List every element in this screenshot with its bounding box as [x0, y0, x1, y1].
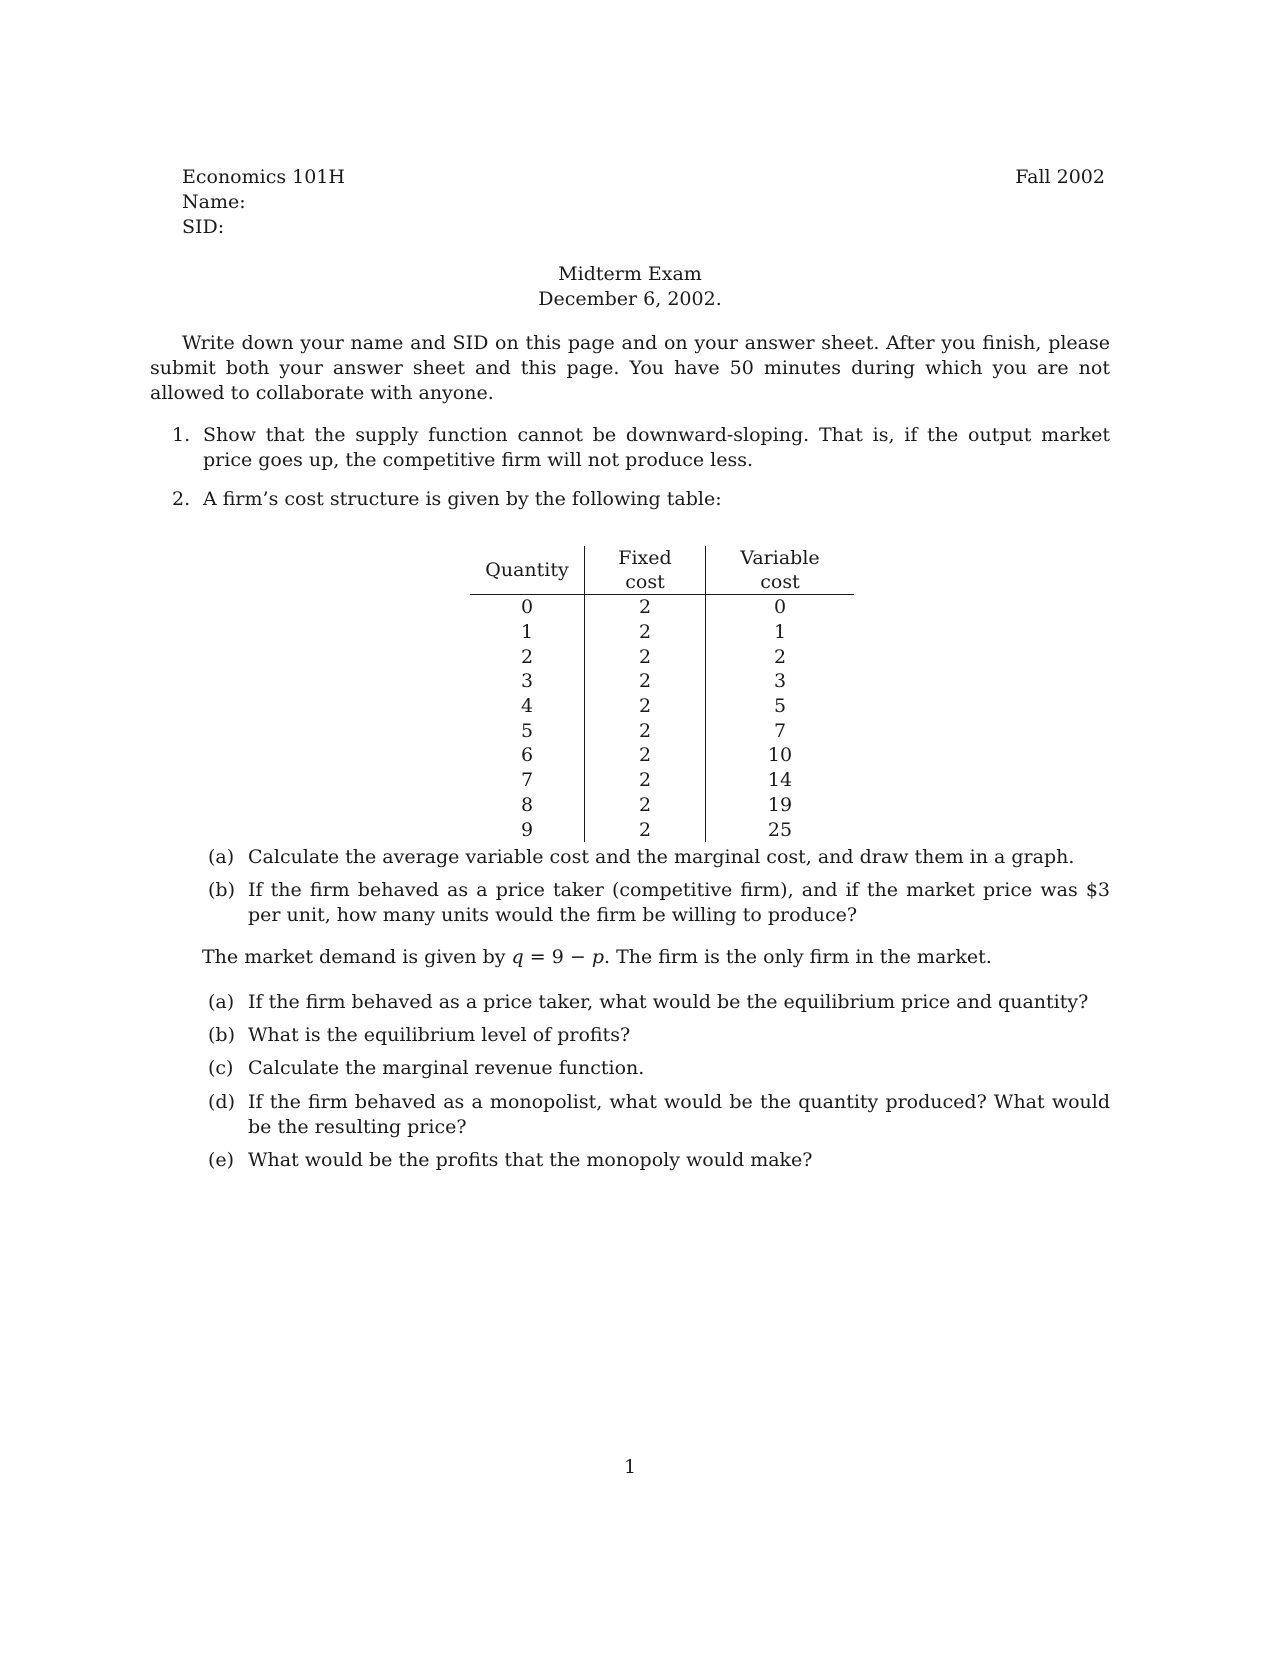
cell-fixed-cost: 2 — [585, 669, 706, 694]
sub-label: (c) — [208, 1057, 234, 1079]
demand-eq: = 9 − — [523, 946, 592, 968]
sub-label: (b) — [208, 879, 235, 901]
sub-label: (d) — [208, 1091, 235, 1113]
cell-quantity: 3 — [470, 669, 585, 694]
cell-variable-cost: 1 — [773, 621, 787, 644]
cell-fixed-cost: 2 — [585, 620, 706, 645]
cell-fixed-cost: 2 — [585, 743, 706, 768]
cell-fixed-cost: 2 — [585, 595, 706, 620]
cell-variable-cost: 10 — [767, 744, 793, 767]
table-row — [470, 669, 854, 694]
header-left — [182, 165, 345, 240]
cell-fixed-cost: 2 — [585, 768, 706, 793]
question-number: 2. — [172, 488, 191, 510]
sub-text: What would be the profits that the monopoly would make? — [248, 1149, 813, 1171]
table-row — [470, 694, 854, 719]
table-row — [470, 817, 854, 842]
header-variable-cost: Variable cost — [706, 546, 855, 595]
cell-quantity: 5 — [470, 718, 585, 743]
table-header-row — [470, 546, 854, 595]
sub-label: (e) — [208, 1149, 235, 1171]
demand-q: q — [511, 946, 524, 968]
table-row — [470, 620, 854, 645]
table-row — [470, 793, 854, 818]
cell-variable-cost: 14 — [767, 769, 793, 792]
sub-text: If the firm behaved as a monopolist, what would be the quantity produced? What would be the resulting price? — [248, 1091, 1110, 1138]
demand-p: p — [591, 946, 604, 968]
table-row — [470, 743, 854, 768]
exam-title-block — [0, 262, 1260, 312]
cell-variable-cost: 2 — [773, 645, 787, 668]
cell-variable-cost: 7 — [773, 719, 787, 742]
course-title: Economics 101H — [182, 166, 345, 188]
cell-variable-cost: 19 — [767, 793, 793, 816]
sub-text: If the firm behaved as a price taker (competitive firm), and if the market price was $3 per unit, how many units would the firm be willing to produce? — [248, 879, 1110, 926]
cell-fixed-cost: 2 — [585, 694, 706, 719]
term-label: Fall 2002 — [1015, 166, 1105, 188]
cell-fixed-cost: 2 — [585, 817, 706, 842]
table-row — [470, 644, 854, 669]
cell-quantity: 4 — [470, 694, 585, 719]
sub-label: (a) — [208, 991, 235, 1013]
sub-text: Calculate the marginal revenue function. — [248, 1057, 645, 1079]
cell-quantity: 0 — [470, 595, 585, 620]
exam-title: Midterm Exam — [558, 263, 702, 285]
name-label: Name: — [182, 191, 246, 213]
instructions: Write down your name and SID on this page and on your answer sheet. After you finish, please submit both your answer sheet and this page. You have 50 minutes during which you are not allowed to collaborate with anyone. — [150, 332, 1110, 404]
sub-text: What is the equilibrium level of profits? — [248, 1024, 631, 1046]
cell-fixed-cost: 2 — [585, 793, 706, 818]
cell-quantity: 6 — [470, 743, 585, 768]
table-row — [470, 718, 854, 743]
exam-date: December 6, 2002. — [538, 288, 722, 310]
table-row — [470, 768, 854, 793]
cell-variable-cost: 25 — [767, 818, 793, 841]
market-demand-statement — [202, 945, 1110, 969]
question-text: Show that the supply function cannot be downward-sloping. That is, if the output market price goes up, the competitive firm will not produce less. — [203, 424, 1110, 471]
cost-table — [470, 546, 854, 842]
cell-quantity: 8 — [470, 793, 585, 818]
header-quantity: Quantity — [470, 546, 585, 595]
sid-label: SID: — [182, 216, 225, 238]
cell-variable-cost: 5 — [773, 695, 787, 718]
cell-variable-cost: 3 — [773, 670, 787, 693]
sub-label: (b) — [208, 1024, 235, 1046]
cell-quantity: 1 — [470, 620, 585, 645]
sub-text: Calculate the average variable cost and the marginal cost, and draw them in a graph. — [248, 846, 1075, 868]
cell-quantity: 9 — [470, 817, 585, 842]
sub-label: (a) — [208, 846, 235, 868]
question-number: 1. — [172, 424, 191, 446]
header-fixed-cost: Fixed cost — [585, 546, 706, 595]
page-number: 1 — [623, 1456, 637, 1478]
sub-text: If the firm behaved as a price taker, what would be the equilibrium price and quantity? — [248, 991, 1089, 1013]
question-text: A firm’s cost structure is given by the following table: — [203, 488, 722, 510]
table-row — [470, 595, 854, 620]
cell-fixed-cost: 2 — [585, 644, 706, 669]
cell-quantity: 2 — [470, 644, 585, 669]
cell-variable-cost: 0 — [773, 596, 787, 619]
cell-quantity: 7 — [470, 768, 585, 793]
demand-suffix: . The firm is the only firm in the market. — [603, 946, 992, 968]
demand-prefix: The market demand is given by — [202, 946, 512, 968]
cell-fixed-cost: 2 — [585, 718, 706, 743]
